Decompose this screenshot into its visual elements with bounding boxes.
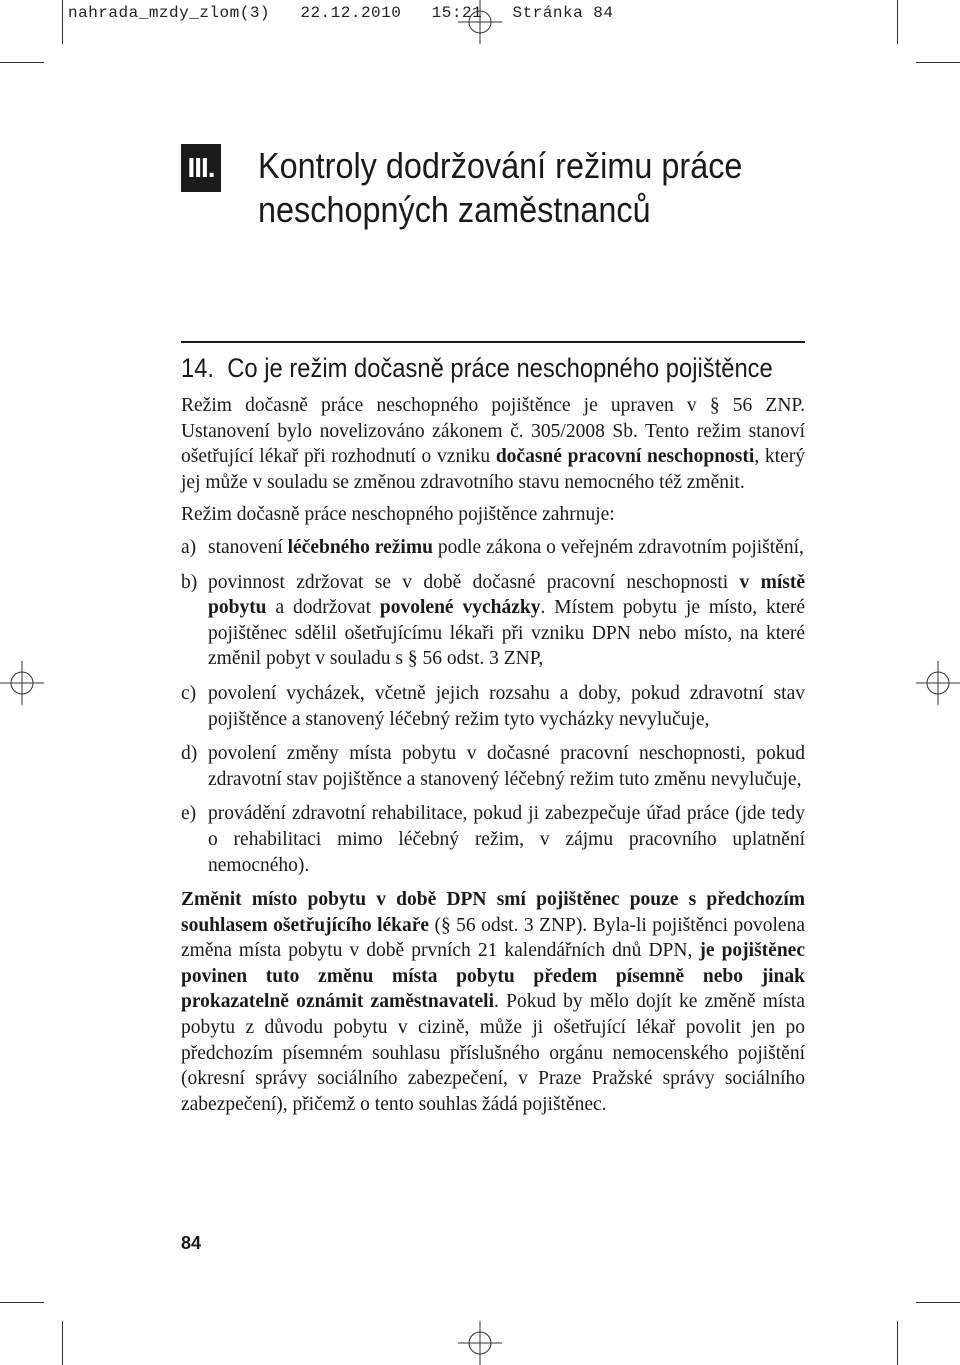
- list-item: c) povolení vycházek, včetně jejich rozsahu a doby, pokud zdravotní stav pojištěnce a stanovený léčebný režim tyto vycházky nevylučuje,: [181, 681, 805, 732]
- list-item: a) stanovení léčebného režimu podle zákona o veřejném zdravotním pojištění,: [181, 535, 805, 561]
- section-divider: [181, 341, 805, 343]
- crop-mark-bottom-left: [62, 1321, 63, 1365]
- list-marker: d): [181, 743, 198, 765]
- page-number: 84: [181, 1233, 202, 1253]
- list-item: d) povolení změny místa pobytu v dočasné pracovní neschopnosti, pokud zdravotní stav pojištěnce a stanovený léčebný režim tuto změnu nevylučuje,: [181, 741, 805, 792]
- regime-list: [181, 535, 805, 878]
- registration-mark-top: [458, 0, 502, 44]
- crop-mark-top-right: [897, 0, 898, 44]
- chapter-title: [258, 144, 762, 232]
- list-marker: e): [181, 803, 197, 825]
- list-item: b) povinnost zdržovat se v době dočasné pracovní neschopnosti v místě pobytu a dodržovat povolené vycházky. Místem pobytu je místo, které pojištěnec sdělil ošetřujícímu lékaři při vzniku DPN nebo místo, na které změnil pobyt v souladu s § 56 odst. 3 ZNP,: [181, 570, 805, 672]
- bold-term: Změnit místo pobytu v době DPN smí pojištěnec pouze s předchozím souhlasem ošetřujícího lékaře: [181, 889, 805, 936]
- section-heading: [181, 350, 797, 386]
- body-text: [181, 393, 805, 1124]
- print-slug: nahrada_mzdy_zlom(3) 22.12.2010 15:21 Stránka 84: [68, 4, 614, 22]
- crop-mark-bottom-right: [897, 1321, 898, 1365]
- registration-mark-right: [916, 661, 960, 705]
- list-item: e) provádění zdravotní rehabilitace, pokud ji zabezpečuje úřad práce (jde tedy o rehabilitaci mimo léčebný režim, v zájmu pracovního uplatnění nemocného).: [181, 801, 805, 878]
- crop-mark-top-left-h: [0, 62, 44, 63]
- list-marker: b): [181, 571, 198, 593]
- list-marker: c): [181, 682, 197, 704]
- crop-mark-top-left: [62, 0, 63, 44]
- bold-term: je pojištěnec povinen tuto změnu místa pobytu předem písemně nebo jinak prokazatelně oznámit zaměstnavateli: [181, 940, 805, 1013]
- chapter-number-badge: III.: [181, 144, 221, 192]
- bold-term: léčebného režimu: [287, 536, 433, 558]
- crop-mark-top-right-h: [916, 62, 960, 63]
- registration-mark-bottom: [458, 1321, 502, 1365]
- bold-term: v místě pobytu: [208, 571, 805, 619]
- paragraph-intro: Režim dočasně práce neschopného pojištěnce je upraven v § 56 ZNP. Ustanovení bylo novelizováno zákonem č. 305/2008 Sb. Tento režim stanoví ošetřující lékař při rozhodnutí o vzniku dočasné pracovní neschopnosti, který jej může v souladu se změnou zdravotního stavu nemocného též změnit.: [181, 395, 805, 493]
- bold-term: dočasné pracovní neschopnosti: [495, 446, 755, 468]
- chapter-title-line-2: neschopných zaměstnanců: [258, 189, 651, 230]
- section-number: 14.: [181, 353, 215, 383]
- crop-mark-bottom-right-h: [916, 1302, 960, 1303]
- section-title: Co je režim dočasně práce neschopného pojištěnce: [227, 353, 773, 383]
- bold-term: povolené vycházky: [379, 597, 541, 619]
- registration-mark-left: [0, 661, 44, 705]
- paragraph-change-of-residence: Změnit místo pobytu v době DPN smí pojištěnec pouze s předchozím souhlasem ošetřujícího lékaře (§ 56 odst. 3 ZNP). Byla-li pojištěnci povolena změna místa pobytu v době prvních 21 kalendářních dnů DPN, je pojištěnec povinen tuto změnu místa pobytu předem písemně nebo jinak prokazatelně oznámit zaměstnavateli. Pokud by mělo dojít ke změně místa pobytu z důvodu pobytu v cizině, může ji ošetřující lékař povolit jen po předchozím písemném souhlasu příslušného orgánu nemocenského pojištění (okresní správy sociálního zabezpečení, v Praze Pražské správy sociálního zabezpečení), přičemž o tento souhlas žádá pojištěnec.: [181, 889, 805, 1115]
- list-marker: a): [181, 536, 197, 558]
- chapter-title-line-1: Kontroly dodržování režimu práce: [258, 145, 743, 186]
- paragraph-list-lead: Režim dočasně práce neschopného pojištěnce zahrnuje:: [181, 504, 615, 526]
- crop-mark-bottom-left-h: [0, 1302, 44, 1303]
